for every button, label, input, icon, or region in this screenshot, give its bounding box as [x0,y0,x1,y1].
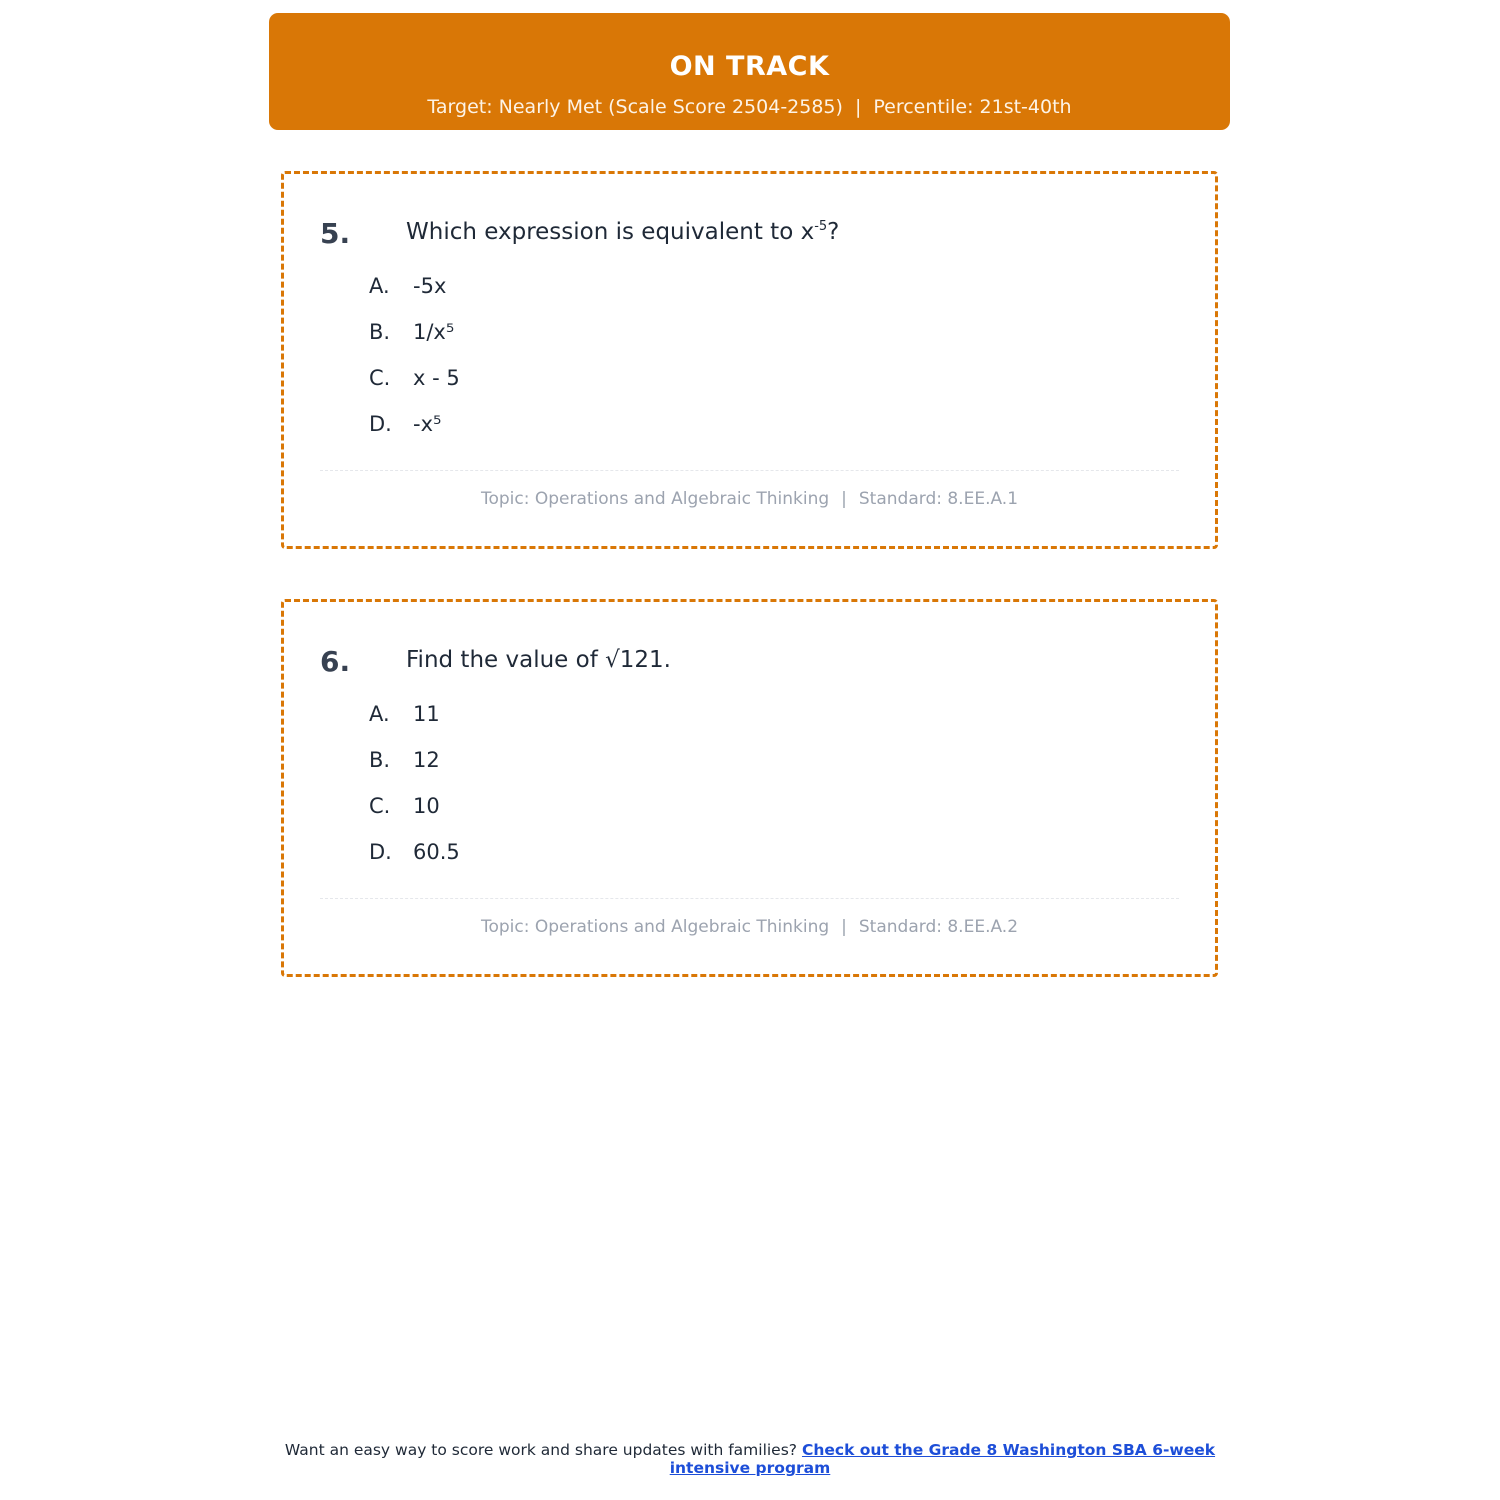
footer-prompt: Want an easy way to score work and share updates with families? [284,1441,798,1459]
topic-text: Topic: Operations and Algebraic Thinking [480,917,830,937]
meta-separator: | [841,917,847,937]
standard-text: Standard: 8.EE.A.2 [858,917,1019,937]
divider [320,470,1179,471]
status-banner [269,13,1230,130]
answer-choice-b[interactable] [369,320,460,366]
question-text [406,219,839,245]
status-title: ON TRACK [669,51,830,82]
answer-choice-a[interactable] [369,702,460,748]
question-meta [284,917,1215,937]
program-link[interactable]: Check out the Grade 8 Washington SBA 6-week intensive program [669,1441,1216,1477]
answer-choice-c[interactable] [369,794,460,840]
status-details [269,96,1230,118]
answer-choice-a[interactable] [369,274,460,320]
choice-letter: C. [369,366,391,390]
target-text: Target: Nearly Met (Scale Score 2504-2585) [427,96,843,118]
choice-letter: A. [369,274,390,298]
question-card-6 [281,599,1218,977]
question-text-main: Which expression is equivalent to x [406,219,815,245]
choice-letter: C. [369,794,391,818]
choice-letter: D. [369,412,392,436]
choice-text: -x⁵ [413,412,442,436]
question-text [406,647,671,673]
divider [320,898,1179,899]
question-exponent: -5 [814,219,828,234]
choice-text: 12 [413,748,440,772]
answer-choice-b[interactable] [369,748,460,794]
percentile-text: Percentile: 21st-40th [873,96,1072,118]
answer-choice-d[interactable] [369,412,460,458]
choice-text: 10 [413,794,440,818]
question-number: 5. [320,217,351,250]
answer-choice-d[interactable] [369,840,460,886]
meta-separator: | [841,489,847,509]
answer-choices [369,702,460,886]
choice-letter: B. [369,748,391,772]
footer [250,1441,1250,1477]
standard-text: Standard: 8.EE.A.1 [858,489,1019,509]
choice-text: 1/x⁵ [413,320,455,344]
question-text-end: ? [827,219,840,245]
question-text-main: Find the value of √121. [406,647,671,673]
details-separator: | [854,96,862,118]
question-meta [284,489,1215,509]
choice-text: x - 5 [413,366,460,390]
choice-letter: A. [369,702,390,726]
question-number: 6. [320,645,351,678]
choice-text: 11 [413,702,440,726]
choice-text: 60.5 [413,840,460,864]
choice-text: -5x [413,274,447,298]
topic-text: Topic: Operations and Algebraic Thinking [480,489,830,509]
choice-letter: B. [369,320,391,344]
choice-letter: D. [369,840,392,864]
question-card-5 [281,171,1218,549]
answer-choices [369,274,460,458]
answer-choice-c[interactable] [369,366,460,412]
